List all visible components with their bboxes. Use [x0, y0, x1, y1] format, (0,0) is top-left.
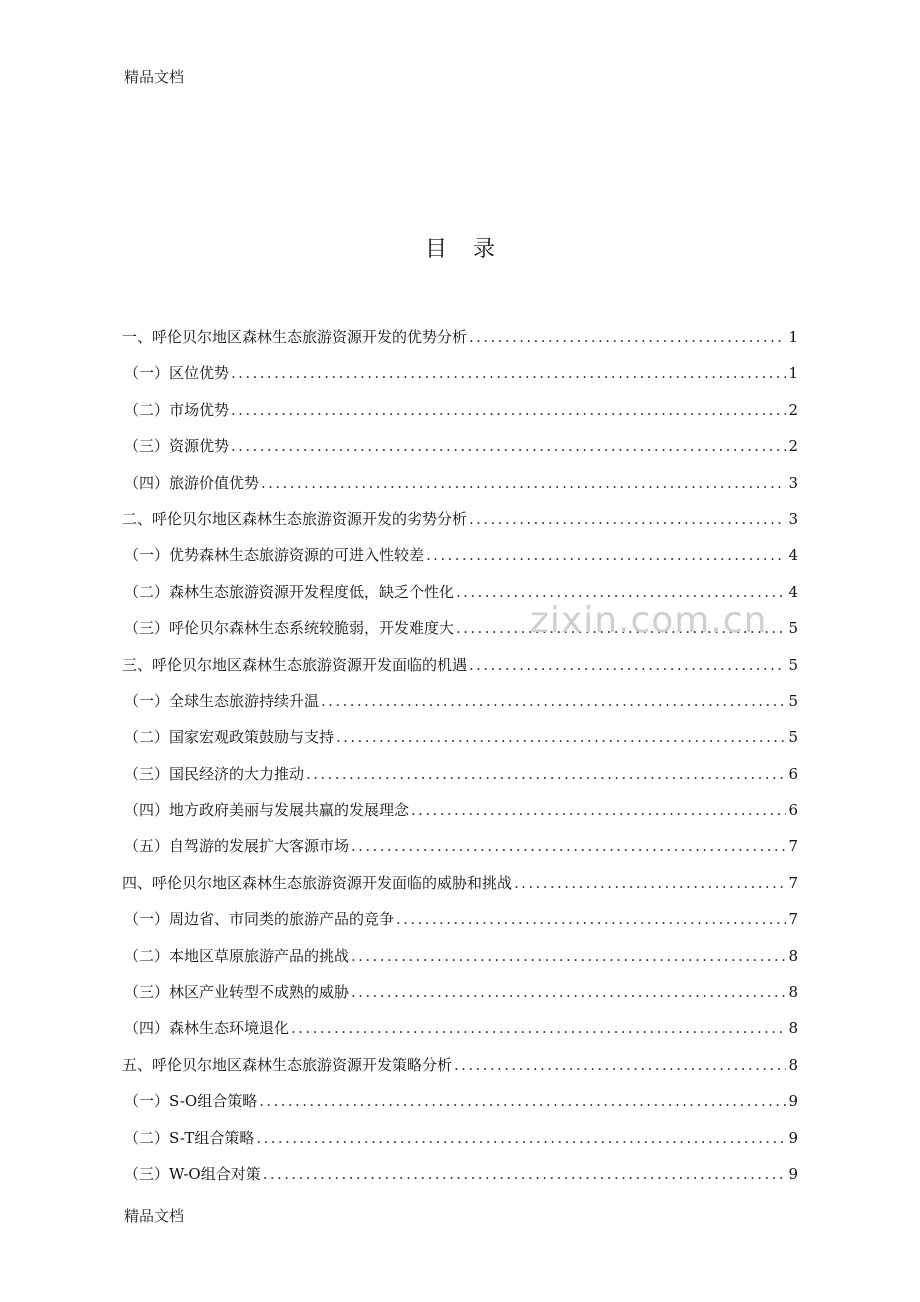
toc-entry-text: （四）地方政府美丽与发展共赢的发展理念: [124, 801, 410, 820]
toc-page-number: 3: [788, 473, 798, 492]
toc-entry-text: （四）旅游价值优势: [124, 473, 260, 492]
toc-entry[interactable]: [122, 1083, 798, 1119]
toc-entry-text: （一）优势森林生态旅游资源的可进入性较差: [124, 546, 425, 565]
toc-page-number: 5: [788, 691, 798, 710]
toc-page-number: 6: [788, 764, 798, 783]
toc-entry[interactable]: [122, 355, 798, 391]
toc-dot-leader: [263, 1156, 786, 1192]
toc-dot-leader: [411, 792, 786, 828]
toc-page-number: 2: [788, 400, 798, 419]
toc-dot-leader: [231, 428, 786, 464]
toc-entry-text: 三、呼伦贝尔地区森林生态旅游资源开发面临的机遇: [122, 655, 468, 674]
toc-entry-text: 二、呼伦贝尔地区森林生态旅游资源开发的劣势分析: [122, 509, 468, 528]
toc-entry[interactable]: [122, 537, 798, 573]
page-footer-label: 精品文档: [124, 1207, 185, 1225]
toc-dot-leader: [514, 865, 786, 901]
toc-page-number: 5: [788, 655, 798, 674]
toc-dot-leader: [256, 1120, 786, 1156]
toc-entry-text: （二）S-T组合策略: [124, 1128, 255, 1147]
toc-dot-leader: [396, 901, 786, 937]
toc-dot-leader: [456, 610, 786, 646]
toc-entry-text: （三）呼伦贝尔森林生态系统较脆弱，开发难度大: [124, 619, 455, 638]
toc-entry-text: （三）W-O组合对策: [124, 1164, 261, 1183]
toc-entry-text: （五）自驾游的发展扩大客源市场: [124, 837, 350, 856]
toc-page-number: 8: [788, 1055, 798, 1074]
toc-entry[interactable]: [122, 901, 798, 937]
toc-entry-text: （三）林区产业转型不成熟的威胁: [124, 983, 350, 1002]
toc-entry-text: 五、呼伦贝尔地区森林生态旅游资源开发策略分析: [122, 1055, 453, 1074]
toc-title: 目录: [424, 237, 521, 262]
toc-dot-leader: [231, 355, 786, 391]
toc-entry[interactable]: [122, 1010, 798, 1046]
table-of-contents: [122, 319, 798, 1192]
toc-page-number: 9: [788, 1128, 798, 1147]
toc-entry[interactable]: [122, 610, 798, 646]
toc-dot-leader: [456, 574, 786, 610]
toc-dot-leader: [351, 974, 786, 1010]
toc-page-number: 3: [788, 509, 798, 528]
toc-entry[interactable]: [122, 1120, 798, 1156]
toc-entry[interactable]: [122, 319, 798, 355]
toc-page-number: 4: [788, 546, 798, 565]
toc-entry-text: （一）周边省、市同类的旅游产品的竞争: [124, 910, 395, 929]
toc-entry[interactable]: [122, 719, 798, 755]
toc-entry[interactable]: [122, 501, 798, 537]
toc-dot-leader: [231, 392, 786, 428]
toc-page-number: 7: [788, 837, 798, 856]
toc-page-number: 5: [788, 728, 798, 747]
toc-dot-leader: [351, 828, 786, 864]
toc-entry[interactable]: [122, 574, 798, 610]
toc-dot-leader: [291, 1010, 786, 1046]
toc-entry-text: （二）市场优势: [124, 400, 230, 419]
toc-dot-leader: [336, 719, 786, 755]
toc-entry-text: （二）国家宏观政策鼓励与支持: [124, 728, 335, 747]
toc-entry[interactable]: [122, 756, 798, 792]
toc-page-number: 4: [788, 582, 798, 601]
toc-entry-text: 一、呼伦贝尔地区森林生态旅游资源开发的优势分析: [122, 328, 468, 346]
toc-entry[interactable]: [122, 865, 798, 901]
toc-entry[interactable]: [122, 428, 798, 464]
toc-entry-text: （三）资源优势: [124, 437, 230, 456]
toc-entry[interactable]: [122, 974, 798, 1010]
toc-entry-text: （一）区位优势: [124, 364, 230, 383]
toc-dot-leader: [469, 501, 786, 537]
toc-dot-leader: [426, 537, 786, 573]
toc-page-number: 6: [788, 801, 798, 820]
toc-page-number: 1: [788, 364, 798, 383]
toc-dot-leader: [454, 1047, 786, 1083]
toc-entry[interactable]: [122, 683, 798, 719]
toc-page-number: 9: [788, 1092, 798, 1111]
toc-page-number: 7: [788, 873, 798, 892]
toc-entry[interactable]: [122, 1156, 798, 1192]
page-header-label: 精品文档: [124, 68, 185, 86]
toc-entry-text: （一）全球生态旅游持续升温: [124, 691, 320, 710]
toc-dot-leader: [261, 465, 786, 501]
toc-entry-text: （四）森林生态环境退化: [124, 1019, 290, 1038]
toc-entry[interactable]: [122, 938, 798, 974]
toc-entry-text: （三）国民经济的大力推动: [124, 764, 305, 783]
toc-dot-leader: [306, 756, 786, 792]
toc-entry-text: 四、呼伦贝尔地区森林生态旅游资源开发面临的威胁和挑战: [122, 873, 513, 892]
toc-dot-leader: [469, 319, 786, 355]
toc-entry[interactable]: [122, 647, 798, 683]
toc-entry-text: （一）S-O组合策略: [124, 1092, 258, 1111]
toc-page-number: 8: [788, 946, 798, 965]
toc-page-number: 8: [788, 983, 798, 1002]
toc-entry-text: （二）本地区草原旅游产品的挑战: [124, 946, 350, 965]
toc-dot-leader: [469, 647, 786, 683]
toc-entry-text: （二）森林生态旅游资源开发程度低，缺乏个性化: [124, 582, 455, 601]
toc-entry[interactable]: [122, 1047, 798, 1083]
toc-dot-leader: [321, 683, 786, 719]
toc-dot-leader: [351, 938, 786, 974]
toc-page-number: 8: [788, 1019, 798, 1038]
toc-entry[interactable]: [122, 392, 798, 428]
watermark: zixin.com.cn: [530, 600, 768, 641]
toc-page-number: 9: [788, 1164, 798, 1183]
toc-entry[interactable]: [122, 828, 798, 864]
toc-entry[interactable]: [122, 792, 798, 828]
toc-page-number: 5: [788, 619, 798, 638]
toc-page-number: 7: [788, 910, 798, 929]
toc-page-number: 2: [788, 437, 798, 456]
toc-dot-leader: [259, 1083, 786, 1119]
toc-entry[interactable]: [122, 465, 798, 501]
toc-page-number: 1: [788, 328, 798, 346]
